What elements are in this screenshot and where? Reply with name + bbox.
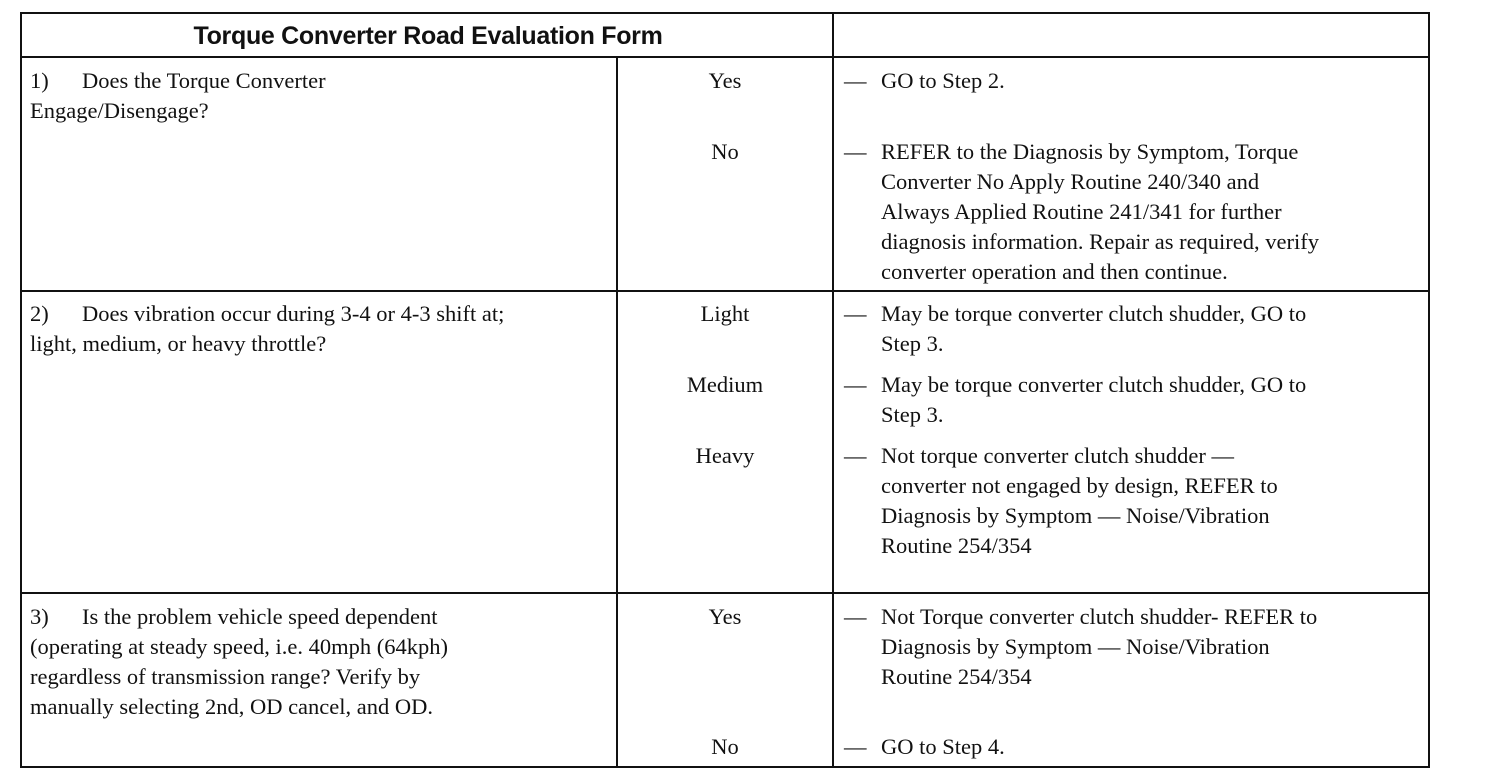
answer-label: Heavy	[695, 443, 755, 468]
action-text	[844, 370, 1306, 430]
question-line: (operating at steady speed, i.e. 40mph (64kph)	[30, 634, 449, 659]
answer-label: Light	[700, 301, 750, 326]
action-line: Not torque converter clutch shudder —	[881, 443, 1235, 468]
answer-label: Yes	[708, 68, 742, 93]
answer-label: No	[711, 734, 739, 759]
row-divider	[22, 290, 1428, 292]
action-dash: —	[844, 734, 867, 759]
action-dash: —	[844, 139, 867, 164]
action-text	[844, 732, 1005, 762]
action-line: Step 3.	[881, 402, 944, 427]
step-number: 1)	[30, 68, 49, 93]
action-line: May be torque converter clutch shudder, GO to	[881, 301, 1307, 326]
action-line: Diagnosis by Symptom — Noise/Vibration	[881, 503, 1270, 528]
question-line: manually selecting 2nd, OD cancel, and OD.	[30, 694, 434, 719]
action-dash: —	[844, 68, 867, 93]
action-line: Always Applied Routine 241/341 for further	[881, 199, 1282, 224]
answer-label: Yes	[708, 604, 742, 629]
action-text	[844, 299, 1306, 359]
action-text	[844, 66, 1005, 96]
answer-label: No	[711, 139, 739, 164]
column-divider	[832, 14, 834, 768]
step-number: 2)	[30, 301, 49, 326]
action-line: converter operation and then continue.	[881, 259, 1228, 284]
action-line: Converter No Apply Routine 240/340 and	[881, 169, 1260, 194]
action-line: GO to Step 2.	[881, 68, 1005, 93]
step-3-question	[30, 602, 448, 722]
step-1-question	[30, 66, 326, 126]
action-line: Routine 254/354	[881, 664, 1032, 689]
action-line: diagnosis information. Repair as required, verify	[881, 229, 1320, 254]
action-line: Step 3.	[881, 331, 944, 356]
question-line: Is the problem vehicle speed dependent	[82, 604, 438, 629]
action-line: GO to Step 4.	[881, 734, 1005, 759]
column-divider	[616, 56, 618, 768]
question-line: Does the Torque Converter	[82, 68, 326, 93]
question-line: Does vibration occur during 3-4 or 4-3 shift at;	[82, 301, 505, 326]
question-line: light, medium, or heavy throttle?	[30, 331, 327, 356]
action-dash: —	[844, 372, 867, 397]
question-line: Engage/Disengage?	[30, 98, 209, 123]
answer-label: Medium	[686, 372, 764, 397]
action-dash: —	[844, 301, 867, 326]
action-dash: —	[844, 443, 867, 468]
action-text	[844, 441, 1278, 561]
action-line: REFER to the Diagnosis by Symptom, Torque	[881, 139, 1299, 164]
action-dash: —	[844, 604, 867, 629]
action-line: Routine 254/354	[881, 533, 1032, 558]
step-number: 3)	[30, 604, 49, 629]
form-title: Torque Converter Road Evaluation Form	[193, 21, 663, 50]
step-2-question	[30, 299, 504, 359]
action-text	[844, 602, 1317, 692]
evaluation-form-table	[20, 12, 1430, 768]
action-line: converter not engaged by design, REFER to	[881, 473, 1278, 498]
action-text	[844, 137, 1319, 287]
question-line: regardless of transmission range? Verify by	[30, 664, 421, 689]
action-line: Not Torque converter clutch shudder- REFER to	[881, 604, 1318, 629]
row-divider	[22, 592, 1428, 594]
action-line: May be torque converter clutch shudder, GO to	[881, 372, 1307, 397]
action-line: Diagnosis by Symptom — Noise/Vibration	[881, 634, 1270, 659]
